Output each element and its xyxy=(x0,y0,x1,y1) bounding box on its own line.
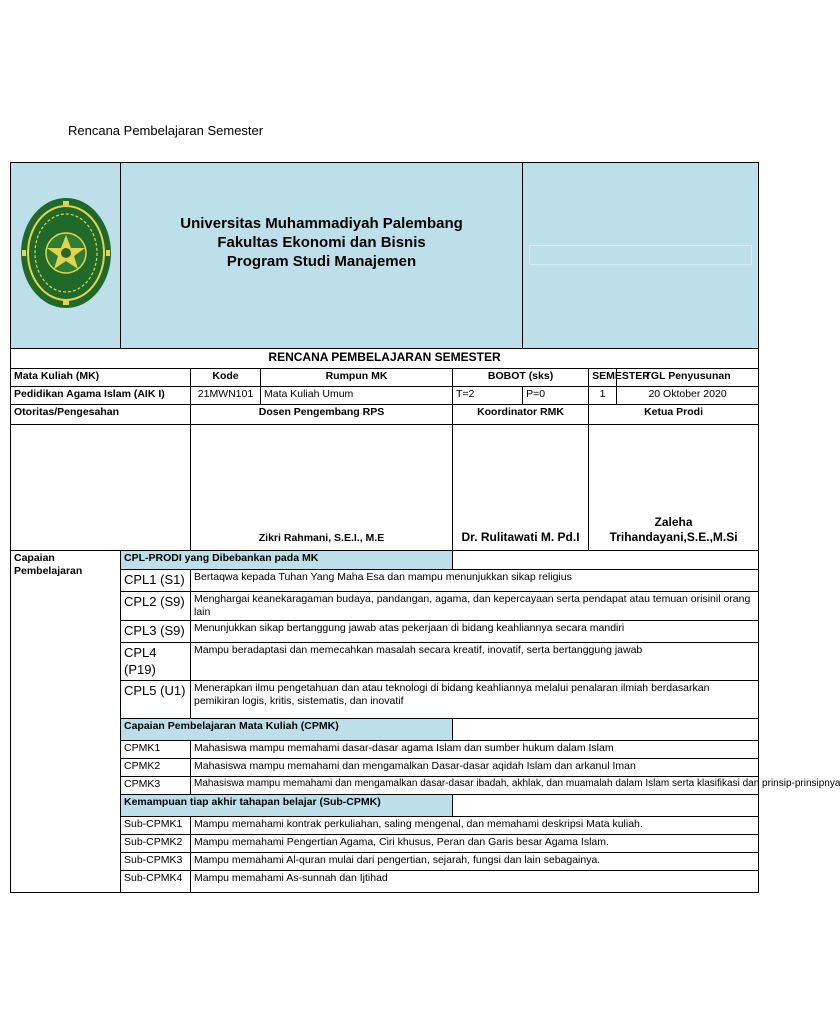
cpl-text: Menerapkan ilmu pengetahuan dan atau teknologi di bidang keahliannya melalui penalaran ilmiah berdasarkan pemikiran logis, kritis, sistematis, dan inovatif xyxy=(191,680,759,718)
cpmk-code: CPMK3 xyxy=(121,776,191,794)
header-row xyxy=(11,163,759,349)
cpmk-head-blank xyxy=(453,718,759,740)
dosen-label: Dosen Pengembang RPS xyxy=(191,405,453,425)
cpl-text: Bertaqwa kepada Tuhan Yang Maha Esa dan mampu menunjukkan sikap religius xyxy=(191,570,759,592)
faculty-name: Fakultas Ekonomi dan Bisnis xyxy=(217,233,426,251)
col-bobot-label: BOBOT (sks) xyxy=(453,369,589,387)
cpmk-row xyxy=(11,776,759,794)
sub-cpmk-code: Sub-CPMK1 xyxy=(121,816,191,834)
course-name: Pedidikan Agama Islam (AIK I) xyxy=(11,387,191,405)
sub-cpmk-code: Sub-CPMK4 xyxy=(121,870,191,892)
kaprodi-label: Ketua Prodi xyxy=(589,405,759,425)
cpl-code: CPL2 (S9) xyxy=(121,592,191,621)
cpmk-row xyxy=(11,740,759,758)
dosen-name: Zikri Rahmani, S.E.I., M.E xyxy=(258,531,385,544)
cpl-code: CPL1 (S1) xyxy=(121,570,191,592)
col-rumpun-label: Rumpun MK xyxy=(261,369,453,387)
rps-table xyxy=(10,162,840,893)
col-mk-label: Mata Kuliah (MK) xyxy=(11,369,191,387)
sub-cpmk-row xyxy=(11,816,759,834)
course-header-row xyxy=(11,369,759,387)
cpmk-head: Capaian Pembelajaran Mata Kuliah (CPMK) xyxy=(121,718,453,740)
sub-cpmk-text: Mampu memahami Pengertian Agama, Ciri khusus, Peran dan Garis besar Agama Islam. xyxy=(191,834,759,852)
authority-header-row xyxy=(11,405,759,425)
cpl-head: CPL-PRODI yang Dibebankan pada MK xyxy=(121,551,453,570)
cpl-row xyxy=(11,570,759,592)
koordinator-signature xyxy=(453,425,589,551)
course-values-row xyxy=(11,387,759,405)
cpl-code: CPL4 (P19) xyxy=(121,643,191,681)
signature-row xyxy=(11,425,759,551)
kaprodi-name: Zaleha Trihandayani,S.E.,M.Si xyxy=(609,515,738,544)
koordinator-label: Koordinator RMK xyxy=(453,405,589,425)
kaprodi-signature xyxy=(589,425,759,551)
cpmk-code: CPMK1 xyxy=(121,740,191,758)
header-right-box xyxy=(529,245,752,265)
cpmk-text: Mahasiswa mampu memahami dasar-dasar agama Islam dan sumber hukum dalam Islam xyxy=(191,740,759,758)
cpl-head-row xyxy=(11,551,759,570)
cpl-head-blank xyxy=(453,551,759,570)
cpl-code: CPL3 (S9) xyxy=(121,621,191,643)
program-name: Program Studi Manajemen xyxy=(226,252,417,270)
dosen-signature xyxy=(191,425,453,551)
university-heading xyxy=(121,163,523,349)
sub-cpmk-row xyxy=(11,870,759,892)
sub-cpmk-text: Mampu memahami kontrak perkuliahan, saling mengenal, dan memahami deskripsi Mata kuliah. xyxy=(191,816,759,834)
cpmk-text: Mahasiswa mampu memahami dan mengamalkan Dasar-dasar aqidah Islam dan arkanul Iman xyxy=(191,758,759,776)
sub-cpmk-code: Sub-CPMK2 xyxy=(121,834,191,852)
sub-cpmk-row xyxy=(11,852,759,870)
course-date: 20 Oktober 2020 xyxy=(617,387,759,405)
cpl-text: Menunjukkan sikap bertanggung jawab atas pekerjaan di bidang keahliannya secara mandiri xyxy=(191,621,759,643)
sub-cpmk-head: Kemampuan tiap akhir tahapan belajar (Sub-CPMK) xyxy=(121,794,453,816)
koordinator-name: Dr. Rulitawati M. Pd.I xyxy=(461,530,580,544)
cpl-row xyxy=(11,621,759,643)
cpl-text: Mampu beradaptasi dan memecahkan masalah secara kreatif, inovatif, serta bertanggung jawab xyxy=(191,643,759,681)
sub-cpmk-head-blank xyxy=(453,794,759,816)
sub-cpmk-head-row xyxy=(11,794,759,816)
university-name: Universitas Muhammadiyah Palembang xyxy=(180,215,463,232)
signature-blank xyxy=(11,425,191,551)
cpmk-code: CPMK2 xyxy=(121,758,191,776)
cpl-row xyxy=(11,680,759,718)
course-semester: 1 xyxy=(589,387,617,405)
university-seal-icon xyxy=(19,195,113,311)
cpmk-text: Mahasiswa mampu memahami dan mengamalkan dasar-dasar ibadah, akhlak, dan muamalah dalam Islam serta klasifikasi dan prinsip-prinsipnya xyxy=(191,776,759,794)
document-title: Rencana Pembelajaran Semester xyxy=(68,123,264,138)
sub-cpmk-code: Sub-CPMK3 xyxy=(121,852,191,870)
col-tgl-label: TGL Penyusunan xyxy=(617,369,759,387)
course-rumpun: Mata Kuliah Umum xyxy=(261,387,453,405)
rps-section-title: RENCANA PEMBELAJARAN SEMESTER xyxy=(11,349,759,369)
sub-cpmk-text: Mampu memahami Al-quran mulai dari pengertian, sejarah, fungsi dan lain sebagainya. xyxy=(191,852,759,870)
sub-cpmk-text: Mampu memahami As-sunnah dan Ijtihad xyxy=(191,870,759,892)
course-bobot-p: P=0 xyxy=(523,387,589,405)
capaian-label-line1: Capaian xyxy=(14,552,55,564)
logo-cell xyxy=(11,163,121,349)
cpl-row xyxy=(11,643,759,681)
authority-label: Otoritas/Pengesahan xyxy=(11,405,191,425)
cpmk-head-row xyxy=(11,718,759,740)
cpl-code: CPL5 (U1) xyxy=(121,680,191,718)
cpl-row xyxy=(11,592,759,621)
sub-cpmk-row xyxy=(11,834,759,852)
col-kode-label: Kode xyxy=(191,369,261,387)
course-bobot-t: T=2 xyxy=(453,387,523,405)
capaian-label-line2: Pembelajaran xyxy=(14,565,83,578)
header-right-panel xyxy=(523,163,759,349)
cpl-text: Menghargai keanekaragaman budaya, pandangan, agama, dan kepercayaan serta pendapat atau temuan orisinil orang lain xyxy=(191,592,759,621)
course-code: 21MWN101 xyxy=(191,387,261,405)
capaian-label xyxy=(11,551,121,893)
col-semester-label: SEMESTER xyxy=(589,369,617,387)
cpmk-row xyxy=(11,758,759,776)
